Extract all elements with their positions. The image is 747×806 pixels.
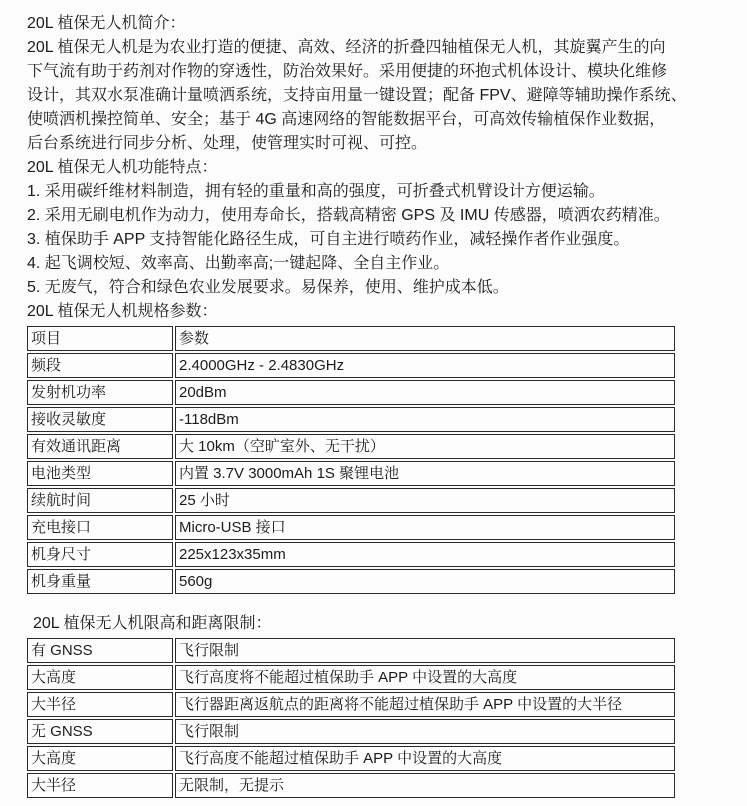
limit-value-cell: 飞行限制 bbox=[175, 719, 675, 744]
limits-heading: 20L 植保无人机限高和距离限制： bbox=[33, 615, 272, 632]
feature-item: 5. 无废气，符合和绿色农业发展要求。易保养，使用、维护成本低。 bbox=[27, 279, 509, 296]
spec-value-cell: -118dBm bbox=[175, 407, 675, 432]
spec-row bbox=[27, 569, 675, 594]
spec-value-cell: 参数 bbox=[175, 326, 675, 351]
spec-key-cell: 接收灵敏度 bbox=[27, 407, 173, 432]
features-heading: 20L 植保无人机功能特点： bbox=[27, 159, 218, 176]
intro-line: 使喷洒机操控简单、安全；基于 4G 高速网络的智能数据平台，可高效传输植保作业数据， bbox=[27, 111, 666, 128]
spec-row bbox=[27, 353, 675, 378]
intro-line: 后台系统进行同步分析、处理，使管理实时可视、可控。 bbox=[27, 135, 428, 152]
feature-item: 2. 采用无刷电机作为动力，使用寿命长，搭载高精密 GPS 及 IMU 传感器，喷洒农药精准。 bbox=[27, 207, 670, 224]
limit-value-cell: 飞行高度不能超过植保助手 APP 中设置的大高度 bbox=[175, 746, 675, 771]
spec-value-cell: 内置 3.7V 3000mAh 1S 聚锂电池 bbox=[175, 461, 675, 486]
spec-key-cell: 有效通讯距离 bbox=[27, 434, 173, 459]
specs-heading: 20L 植保无人机规格参数： bbox=[27, 303, 218, 320]
limit-key-cell: 大高度 bbox=[27, 746, 173, 771]
intro-heading: 20L 植保无人机简介： bbox=[27, 15, 186, 32]
limit-value-cell: 飞行限制 bbox=[175, 638, 675, 663]
limit-row bbox=[27, 719, 675, 744]
spec-value-cell: 560g bbox=[175, 569, 675, 594]
limit-key-cell: 大半径 bbox=[27, 692, 173, 717]
feature-item: 1. 采用碳纤维材料制造，拥有轻的重量和高的强度，可折叠式机臂设计方便运输。 bbox=[27, 183, 605, 200]
specs-table bbox=[25, 324, 677, 596]
intro-line: 下气流有助于药剂对作物的穿透性，防治效果好。采用便捷的环抱式机体设计、模块化维修 bbox=[27, 63, 668, 80]
limit-row bbox=[27, 638, 675, 663]
spec-value-cell: 20dBm bbox=[175, 380, 675, 405]
limit-key-cell: 无 GNSS bbox=[27, 719, 173, 744]
spec-row bbox=[27, 407, 675, 432]
limit-row bbox=[27, 692, 675, 717]
spec-row bbox=[27, 488, 675, 513]
spec-key-cell: 发射机功率 bbox=[27, 380, 173, 405]
limit-row bbox=[27, 665, 675, 690]
feature-item: 4. 起飞调校短、效率高、出勤率高;一键起降、全自主作业。 bbox=[27, 255, 450, 272]
limits-table bbox=[25, 636, 677, 800]
spec-value-cell: 大 10km（空旷室外、无干扰） bbox=[175, 434, 675, 459]
spec-value-cell: 2.4000GHz - 2.4830GHz bbox=[175, 353, 675, 378]
limit-value-cell: 飞行高度将不能超过植保助手 APP 中设置的大高度 bbox=[175, 665, 675, 690]
spec-value-cell: 25 小时 bbox=[175, 488, 675, 513]
intro-line: 设计，其双水泵准确计量喷洒系统，支持亩用量一键设置；配备 FPV、避障等辅助操作系统、 bbox=[27, 87, 687, 104]
limit-row bbox=[27, 773, 675, 798]
limit-key-cell: 有 GNSS bbox=[27, 638, 173, 663]
limit-row bbox=[27, 746, 675, 771]
spec-key-cell: 机身重量 bbox=[27, 569, 173, 594]
limit-value-cell: 飞行器距离返航点的距离将不能超过植保助手 APP 中设置的大半径 bbox=[175, 692, 675, 717]
intro-line: 20L 植保无人机是为农业打造的便捷、高效、经济的折叠四轴植保无人机，其旋翼产生的向 bbox=[27, 39, 666, 56]
spec-value-cell: 225x123x35mm bbox=[175, 542, 675, 567]
feature-item: 3. 植保助手 APP 支持智能化路径生成，可自主进行喷药作业，减轻操作者作业强度。 bbox=[27, 231, 630, 248]
limit-key-cell: 大半径 bbox=[27, 773, 173, 798]
spec-row bbox=[27, 461, 675, 486]
spec-key-cell: 充电接口 bbox=[27, 515, 173, 540]
spec-value-cell: Micro-USB 接口 bbox=[175, 515, 675, 540]
limit-key-cell: 大高度 bbox=[27, 665, 173, 690]
spec-row bbox=[27, 380, 675, 405]
spec-key-cell: 续航时间 bbox=[27, 488, 173, 513]
spec-key-cell: 电池类型 bbox=[27, 461, 173, 486]
spec-row bbox=[27, 515, 675, 540]
spec-row bbox=[27, 434, 675, 459]
spec-key-cell: 频段 bbox=[27, 353, 173, 378]
spec-key-cell: 机身尺寸 bbox=[27, 542, 173, 567]
spec-key-cell: 项目 bbox=[27, 326, 173, 351]
spec-row bbox=[27, 326, 675, 351]
limit-value-cell: 无限制，无提示 bbox=[175, 773, 675, 798]
spec-row bbox=[27, 542, 675, 567]
